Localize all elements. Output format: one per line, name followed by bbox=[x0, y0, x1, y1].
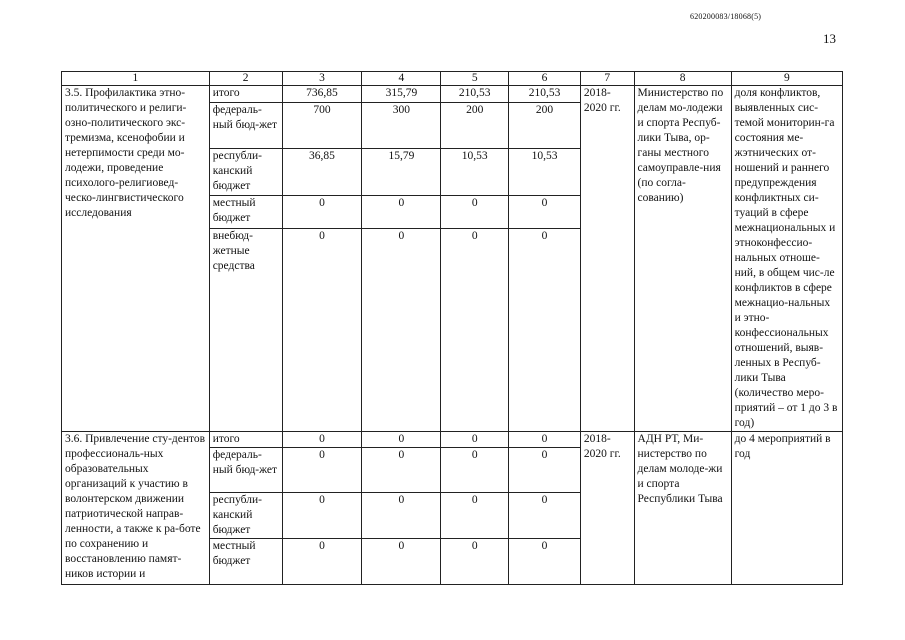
value-cell: 15,79 bbox=[362, 148, 441, 196]
value-cell: 0 bbox=[441, 539, 509, 585]
value-cell: 0 bbox=[441, 448, 509, 493]
value-cell: 0 bbox=[282, 448, 362, 493]
document-code: 620200083/18068(5) bbox=[690, 12, 762, 21]
column-number: 4 bbox=[362, 72, 441, 86]
column-number: 9 bbox=[731, 72, 842, 86]
page-number: 13 bbox=[823, 31, 836, 46]
indicator-cell: до 4 мероприятий в год bbox=[731, 432, 842, 585]
value-cell: 0 bbox=[509, 493, 581, 539]
value-cell: 0 bbox=[441, 432, 509, 448]
value-cell: 0 bbox=[509, 228, 581, 432]
period-cell: 2018-2020 гг. bbox=[580, 86, 634, 432]
funding-source-cell: итого bbox=[209, 432, 282, 448]
value-cell: 0 bbox=[441, 228, 509, 432]
value-cell: 0 bbox=[362, 539, 441, 585]
value-cell: 0 bbox=[282, 493, 362, 539]
column-number: 8 bbox=[634, 72, 731, 86]
table-row bbox=[62, 432, 843, 448]
executor-cell: АДН РТ, Ми-нистерство по делам молоде-жи и спорта Республики Тыва bbox=[634, 432, 731, 585]
column-number: 2 bbox=[209, 72, 282, 86]
value-cell: 0 bbox=[441, 493, 509, 539]
value-cell: 0 bbox=[509, 432, 581, 448]
value-cell: 10,53 bbox=[441, 148, 509, 196]
value-cell: 0 bbox=[362, 228, 441, 432]
value-cell: 736,85 bbox=[282, 86, 362, 103]
value-cell: 0 bbox=[362, 448, 441, 493]
funding-source-cell: итого bbox=[209, 86, 282, 103]
value-cell: 0 bbox=[362, 432, 441, 448]
value-cell: 0 bbox=[509, 196, 581, 228]
value-cell: 0 bbox=[509, 448, 581, 493]
funding-source-cell: федераль-ный бюд-жет bbox=[209, 102, 282, 148]
value-cell: 200 bbox=[509, 102, 581, 148]
period-cell: 2018-2020 гг. bbox=[580, 432, 634, 585]
funding-source-cell: местный бюджет bbox=[209, 539, 282, 585]
value-cell: 210,53 bbox=[441, 86, 509, 103]
value-cell: 0 bbox=[362, 196, 441, 228]
value-cell: 300 bbox=[362, 102, 441, 148]
indicator-cell: доля конфликтов, выявленных сис-темой мониторин-га состояния ме-жэтнических от-ношений и раннего предупреждения конфликтных си-туаций в сфере межнациональных и этноконфессио-нальных отноше-ний, в общем чис-ле конфликтов в сфере межнацио-нальных и этно-конфессиональных отношений, выяв-ленных в Респуб-лики Тыва (количество меро-приятий – от 1 до 3 в год) bbox=[731, 86, 842, 432]
table-row bbox=[62, 86, 843, 103]
value-cell: 0 bbox=[509, 539, 581, 585]
value-cell: 0 bbox=[282, 228, 362, 432]
funding-source-cell: федераль-ный бюд-жет bbox=[209, 448, 282, 493]
column-number: 7 bbox=[580, 72, 634, 86]
funding-source-cell: внебюд-жетные средства bbox=[209, 228, 282, 432]
value-cell: 0 bbox=[441, 196, 509, 228]
column-number: 6 bbox=[509, 72, 581, 86]
executor-cell: Министерство по делам мо-лодежи и спорта Респуб-лики Тыва, ор-ганы местного самоуправле-ния (по согла-сованию) bbox=[634, 86, 731, 432]
value-cell: 200 bbox=[441, 102, 509, 148]
value-cell: 315,79 bbox=[362, 86, 441, 103]
funding-source-cell: республи-канский бюджет bbox=[209, 148, 282, 196]
column-number: 1 bbox=[62, 72, 210, 86]
value-cell: 700 bbox=[282, 102, 362, 148]
value-cell: 0 bbox=[362, 493, 441, 539]
column-number-row bbox=[62, 72, 843, 86]
value-cell: 0 bbox=[282, 432, 362, 448]
value-cell: 0 bbox=[282, 539, 362, 585]
value-cell: 10,53 bbox=[509, 148, 581, 196]
value-cell: 0 bbox=[282, 196, 362, 228]
funding-source-cell: местный бюджет bbox=[209, 196, 282, 228]
value-cell: 36,85 bbox=[282, 148, 362, 196]
activity-cell: 3.5. Профилактика этно-политического и религи-озно-политического экс-тремизма, ксенофобии и нетерпимости среди мо-лодежи, проведение психолого-религиовед-ческо-лингвистического исследования bbox=[62, 86, 210, 432]
column-number: 5 bbox=[441, 72, 509, 86]
activity-cell: 3.6. Привлечение сту-дентов профессиональ-ных образовательных организаций к участию в волонтерском движении патриотической направ-ленности, а также к ра-боте по сохранению и восстановлению памят-ников истории и bbox=[62, 432, 210, 585]
column-number: 3 bbox=[282, 72, 362, 86]
program-table bbox=[61, 71, 843, 585]
value-cell: 210,53 bbox=[509, 86, 581, 103]
funding-source-cell: республи-канский бюджет bbox=[209, 493, 282, 539]
